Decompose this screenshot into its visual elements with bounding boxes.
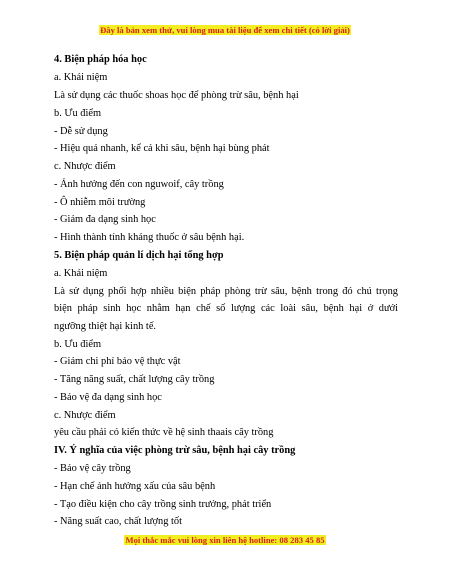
- paragraph-line: yêu cầu phải có kiến thức về hệ sinh thaais cây trồng: [54, 427, 274, 438]
- hotline-banner: [0, 535, 450, 545]
- heading-chemical-method: 4. Biện pháp hóa học: [54, 54, 147, 65]
- paragraph-line: Là sử dụng phối hợp nhiều biện pháp phòng trừ sâu, bệnh trong đó chú trọng: [54, 286, 398, 297]
- subheading-concept: a. Khái niệm: [54, 268, 108, 279]
- subheading-advantages: b. Ưu điểm: [54, 108, 102, 119]
- preview-notice-banner: [0, 25, 450, 35]
- preview-notice-text: Đây là bản xem thử, vui lòng mua tài liệu để xem chi tiết (có lời giải): [100, 25, 350, 35]
- list-item: - Hình thành tính kháng thuốc ở sâu bệnh hại.: [54, 232, 245, 243]
- list-item: - Bảo vệ đa dạng sinh học: [54, 392, 162, 403]
- list-item: - Dễ sử dụng: [54, 126, 108, 137]
- list-item: - Năng suất cao, chất lượng tốt: [54, 516, 182, 527]
- subheading-concept: a. Khái niệm: [54, 72, 108, 83]
- heading-integrated-pest-management: 5. Biện pháp quản lí dịch hại tổng hợp: [54, 250, 224, 261]
- paragraph-line: biện pháp sinh học nhằm hạn chế số lượng các loài sâu, bệnh hại ở dưới: [54, 303, 398, 314]
- list-item: - Giảm đa dạng sinh học: [54, 214, 156, 225]
- list-item: - Ảnh hưởng đến con nguwoif, cây trồng: [54, 179, 224, 190]
- list-item: - Tạo điều kiện cho cây trồng sinh trưởng, phát triển: [54, 499, 272, 510]
- paragraph-line: ngưỡng thiệt hại kinh tế.: [54, 321, 157, 332]
- heading-significance: IV. Ý nghĩa của việc phòng trừ sâu, bệnh hại cây trồng: [54, 445, 296, 456]
- subheading-advantages: b. Ưu điểm: [54, 339, 102, 350]
- paragraph-line: Là sử dụng các thuốc shoas học để phòng trừ sâu, bệnh hại: [54, 90, 299, 101]
- hotline-text: Mọi thắc mắc vui lòng xin liên hệ hotline: 08 283 45 85: [125, 535, 325, 545]
- list-item: - Giảm chi phí bảo vệ thực vật: [54, 356, 181, 367]
- list-item: - Hạn chế ảnh hưởng xấu của sâu bệnh: [54, 481, 216, 492]
- list-item: - Ô nhiễm môi trường: [54, 197, 146, 208]
- list-item: - Tăng năng suất, chất lượng cây trồng: [54, 374, 215, 385]
- list-item: - Hiệu quả nhanh, kể cả khi sâu, bệnh hại bùng phát: [54, 143, 270, 154]
- list-item: - Bảo vệ cây trồng: [54, 463, 131, 474]
- subheading-disadvantages: c. Nhược điểm: [54, 161, 116, 172]
- subheading-disadvantages: c. Nhược điểm: [54, 410, 116, 421]
